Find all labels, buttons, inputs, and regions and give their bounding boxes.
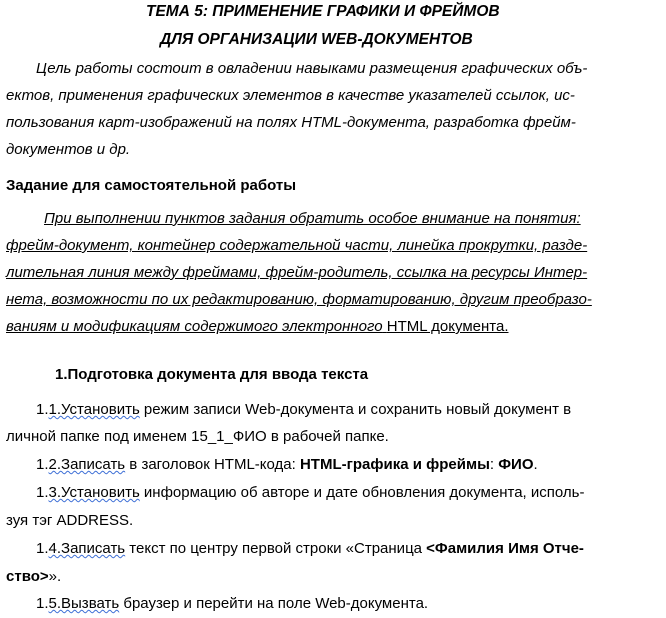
title-line-1: ТЕМА 5: ПРИМЕНЕНИЕ ГРАФИКИ И ФРЕЙМОВ: [146, 3, 500, 20]
step-prefix: 1.: [36, 456, 49, 473]
step-prefix: 1.: [36, 401, 49, 418]
goal-line: ектов, применения графических элементов в качестве указателей ссылок, ис-: [6, 87, 575, 104]
step-1-2: [36, 456, 538, 474]
step-text: ».: [48, 568, 62, 585]
section-1-heading: 1.Подготовка документа для ввода текста: [55, 366, 369, 383]
task-heading: Задание для самостоятельной работы: [6, 177, 297, 194]
note-line-text: ваниям и модификациям содержимого электронного: [6, 318, 383, 335]
step-bold-text: ство>: [6, 568, 49, 585]
step-1-1: [36, 401, 571, 419]
goal-line: документов и др.: [6, 141, 131, 158]
note-line: При выполнении пунктов задания обратить особое внимание на понятия:: [44, 210, 581, 227]
step-1-3-cont: зуя тэг ADDRESS.: [6, 512, 134, 529]
goal-line: Цель работы состоит в овладении навыками размещения графических объ-: [36, 60, 588, 77]
step-1-4-cont: [6, 568, 61, 586]
step-text: в заголовок HTML-кода:: [125, 456, 300, 473]
step-prefix: 1.: [36, 540, 49, 557]
step-prefix: 1.: [36, 595, 49, 612]
step-text: текст по центру первой строки «Страница: [125, 540, 427, 557]
step-text: браузер и перейти на поле Web-документа.: [119, 595, 429, 612]
step-action-link[interactable]: 3.Установить: [48, 484, 140, 501]
step-1-5: [36, 595, 428, 613]
title-line-2: ДЛЯ ОРГАНИЗАЦИИ WEB-ДОКУМЕНТОВ: [160, 31, 473, 48]
goal-line: пользования карт-изображений на полях HTML-документа, разработка фрейм-: [6, 114, 576, 131]
step-action-link[interactable]: 2.Записать: [48, 456, 126, 473]
step-action-link[interactable]: 4.Записать: [48, 540, 126, 557]
note-tail: HTML документа.: [386, 318, 509, 335]
note-line: нета, возможности по их редактированию, форматированию, другим преобразо-: [6, 291, 592, 308]
note-line: фрейм-документ, контейнер содержательной части, линейка прокрутки, разде-: [6, 237, 588, 254]
step-text: :: [489, 456, 499, 473]
step-1-1-cont: личной папке под именем 15_1_ФИО в рабочей папке.: [6, 428, 389, 445]
note-line: лительная линия между фреймами, фрейм-родитель, ссылка на ресурсы Интер-: [6, 264, 588, 281]
step-1-4: [36, 540, 584, 558]
step-prefix: 1.: [36, 484, 49, 501]
step-bold-text: ФИО: [498, 456, 534, 473]
note-line-last: [6, 318, 509, 336]
step-text: .: [533, 456, 538, 473]
step-bold-text: <Фамилия Имя Отче-: [426, 540, 584, 557]
step-bold-text: HTML-графика и фреймы: [299, 456, 490, 473]
step-text: информацию об авторе и дате обновления документа, исполь-: [139, 484, 585, 501]
step-action-link[interactable]: 5.Вызвать: [48, 595, 120, 612]
step-text: режим записи Web-документа и сохранить новый документ в: [139, 401, 572, 418]
step-action-link[interactable]: 1.Установить: [48, 401, 140, 418]
step-1-3: [36, 484, 584, 502]
